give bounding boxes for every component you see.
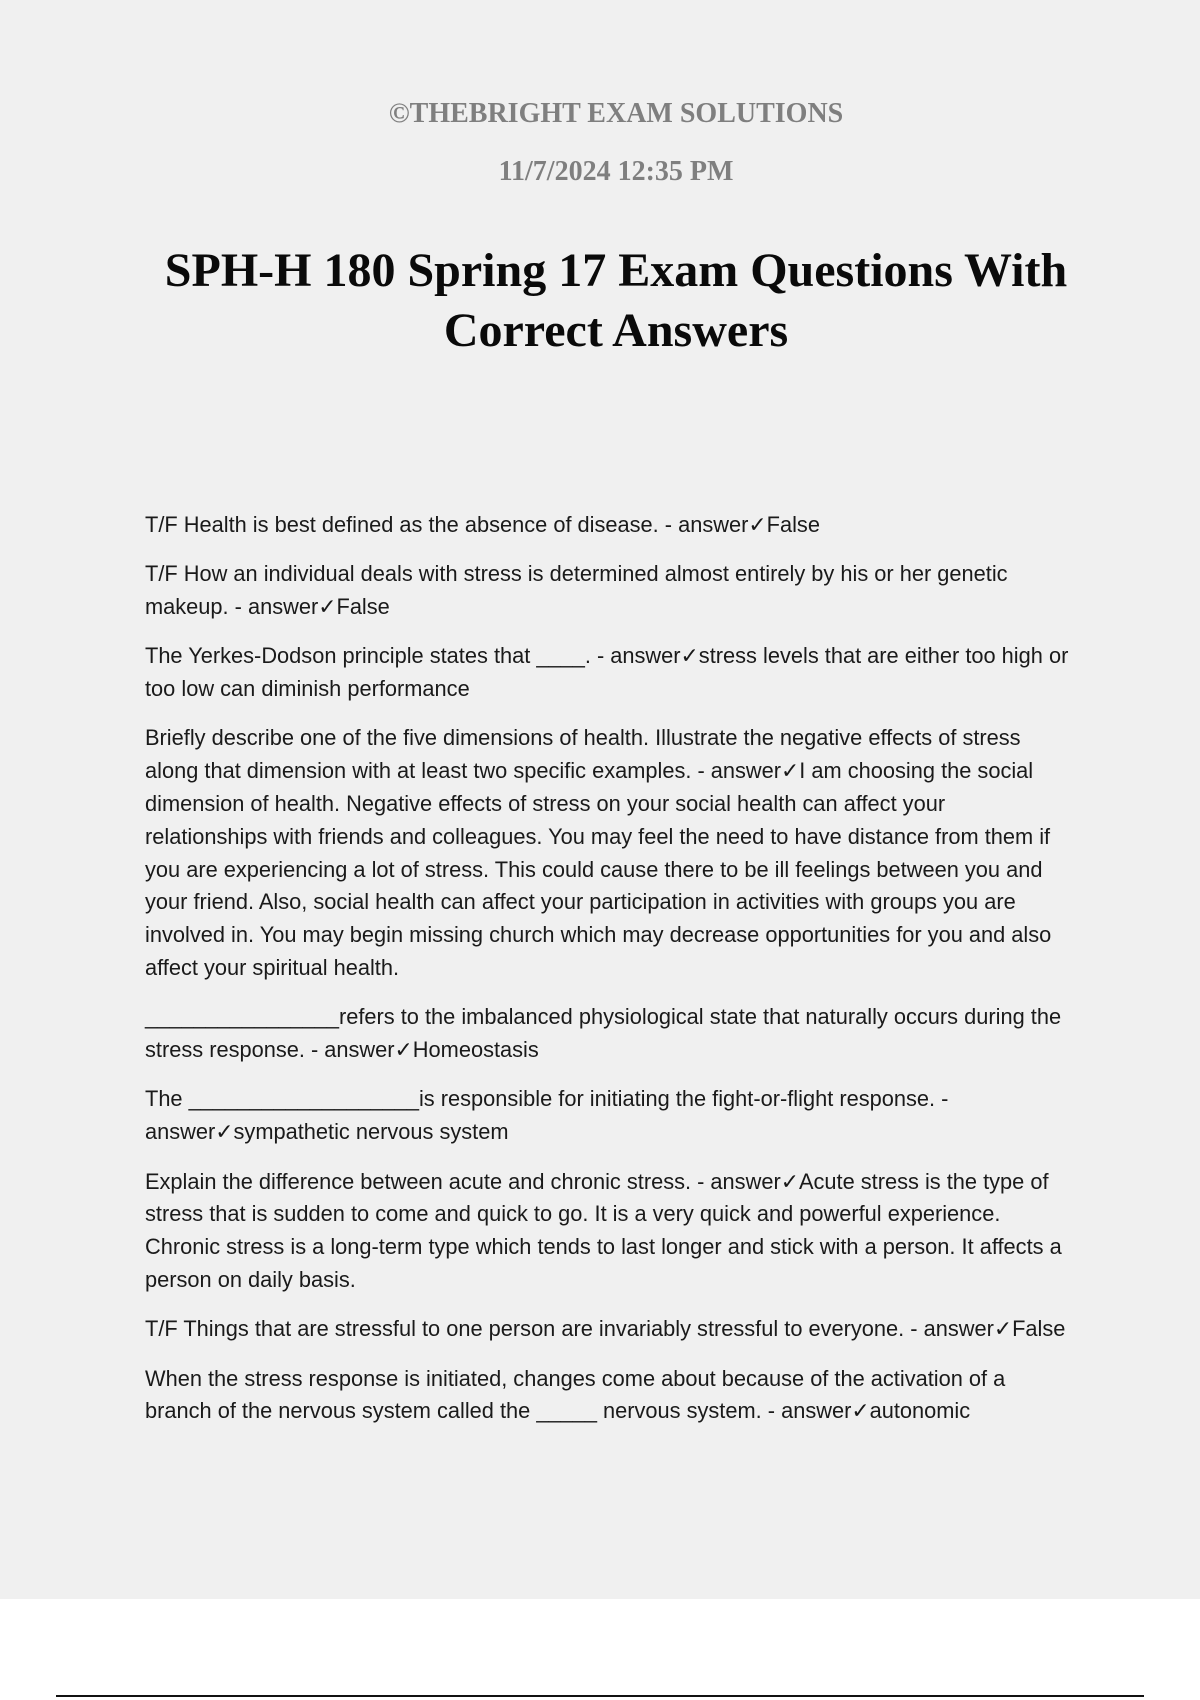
qa-line: you are experiencing a lot of stress. This could cause there to be ill feelings between you and [145,856,1043,882]
qa-line: Briefly describe one of the five dimensions of health. Illustrate the negative effects of stress [145,725,1021,751]
qa-line: T/F Health is best defined as the absence of disease. - answer✓False [145,512,820,537]
qa-item [145,1083,1095,1149]
qa-line: stress response. - answer✓Homeostasis [145,1037,539,1063]
qa-line: along that dimension with at least two specific examples. - answer✓I am choosing the social [145,758,1034,784]
qa-line: dimension of health. Negative effects of stress on your social health can affect your [145,791,946,817]
qa-line: T/F Things that are stressful to one person are invariably stressful to everyone. - answer✓False [145,1316,1066,1342]
qa-item [145,1363,1095,1429]
qa-line: answer✓sympathetic nervous system [145,1119,509,1145]
qa-line: involved in. You may begin missing church which may decrease opportunities for you and also [145,922,1052,948]
qa-line: affect your spiritual health. [145,955,400,981]
copyright-header: ©THEBRIGHT EXAM SOLUTIONS [388,98,844,129]
qa-line: Explain the difference between acute and chronic stress. - answer✓Acute stress is the type of [145,1168,1049,1194]
qa-line: too low can diminish performance [145,676,470,702]
qa-line: T/F How an individual deals with stress is determined almost entirely by his or her genetic [145,561,1008,587]
qa-line: Chronic stress is a long-term type which tends to last longer and stick with a person. It affects a [145,1234,1062,1260]
qa-line: The ___________________is responsible for initiating the fight-or-flight response. - [145,1086,949,1112]
qa-list [145,509,1095,1445]
qa-line: branch of the nervous system called the _____ nervous system. - answer✓autonomic [145,1398,971,1424]
qa-line: relationships with friends and colleagues. You may feel the need to have distance from them if [145,823,1051,849]
qa-item [145,558,1095,624]
qa-line: ________________refers to the imbalanced physiological state that naturally occurs during the [145,1004,1062,1030]
qa-item [145,1166,1095,1297]
qa-line: makeup. - answer✓False [145,594,390,620]
document-title: SPH-H 180 Spring 17 Exam Questions With Correct Answers [164,244,1068,357]
qa-line: The Yerkes-Dodson principle states that ____. - answer✓stress levels that are either too high or [145,643,1069,669]
qa-item [145,640,1095,706]
qa-item [145,509,1095,542]
qa-item [145,1313,1095,1346]
qa-item [145,722,1095,984]
document-datetime: 11/7/2024 12:35 PM [498,156,734,187]
qa-line: your friend. Also, social health can affect your participation in activities with groups you are [145,889,1016,915]
qa-line: When the stress response is initiated, changes come about because of the activation of a [145,1365,1006,1391]
qa-line: person on daily basis. [145,1266,356,1292]
footer-rule [56,1695,1144,1697]
qa-item [145,1001,1095,1067]
qa-line: stress that is sudden to come and quick to go. It is a very quick and powerful experience. [145,1201,1001,1227]
